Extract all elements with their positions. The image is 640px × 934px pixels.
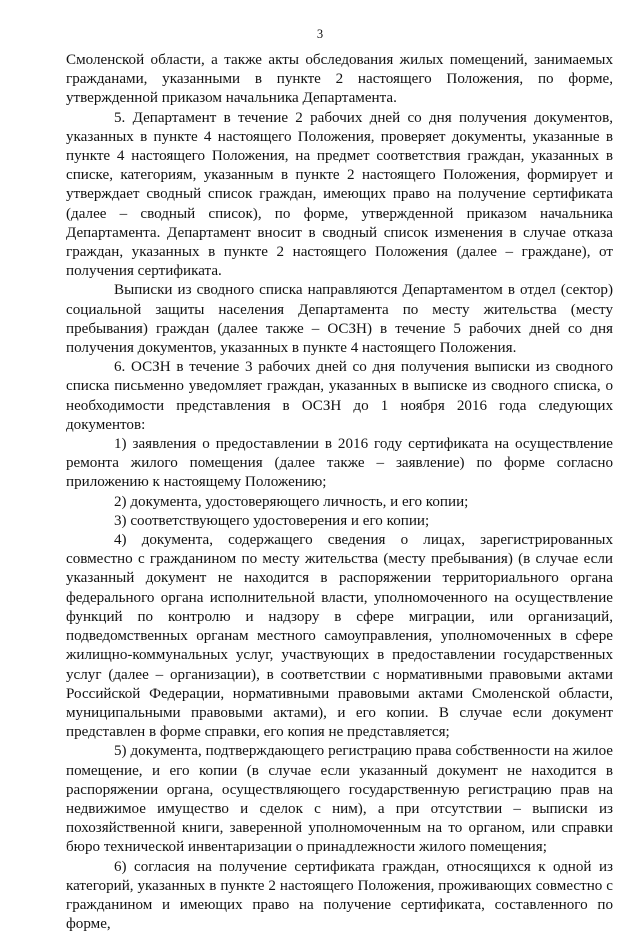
list-item-6: 6) согласия на получение сертификата граждан, относящихся к одной из категорий, указанных в пункте 2 настоящего Положения, проживающих совместно с гражданином и имеющих право на получение сертификата, составленного по форме,: [66, 858, 613, 933]
paragraph-extracts: Выписки из сводного списка направляются Департаментом в отдел (сектор) социальной защиты населения Департамента по месту жительства (месту пребывания) граждан (далее также – ОСЗН) в течение 5 рабочих дней со дня получения документов, указанных в пункте 4 настоящего Положения.: [66, 282, 613, 357]
list-item-1: 1) заявления о предоставлении в 2016 году сертификата на осуществление ремонта жилого помещения (далее также – заявление) по форме согласно приложению к настоящему Положению;: [66, 436, 613, 491]
list-item-4: 4) документа, содержащего сведения о лицах, зарегистрированных совместно с гражданином по месту жительства (месту пребывания) (в случае если указанный документ не находится в распоряжении территориального органа федерального органа исполнительной власти, уполномоченного на осуществление функций по контролю и надзору в сфере миграции, или организаций, подведомственных органам местного самоуправления, уполномоченных в сфере жилищно-коммунальных услуг, участвующих в предоставлении государственных услуг (далее – организации), в соответствии с нормативными правовыми актами Российской Федерации, нормативными правовыми актами Смоленской области, муниципальными правовыми актами), и его копии. В случае если документ представлен в форме справки, его копия не представляется;: [66, 532, 613, 741]
list-item-3: 3) соответствующего удостоверения и его копии;: [114, 512, 430, 529]
document-body: [66, 51, 613, 934]
paragraph-item-5: 5. Департамент в течение 2 рабочих дней со дня получения документов, указанных в пункте 4 настоящего Положения, проверяет документы, указанные в пункте 4 настоящего Положения, на предмет соответствия граждан, указанных в списке, категориям, указанным в пункте 2 настоящего Положения, формирует и утверждает сводный список граждан, имеющих право на получение сертификата (далее – сводный список), по форме, утвержденной приказом начальника Департамента. Департамент вносит в сводный список изменения в случае отказа граждан, указанных в пункте 2 настоящего Положения (далее – граждане), от получения сертификата.: [66, 109, 613, 280]
page-number: 3: [316, 27, 324, 41]
list-item-2: 2) документа, удостоверяющего личность, и его копии;: [114, 493, 469, 510]
paragraph-item-6: 6. ОСЗН в течение 3 рабочих дней со дня получения выписки из сводного списка письменно уведомляет граждан, указанных в выписке из сводного списка, о необходимости представления в ОСЗН до 1 ноября 2016 года следующих документов:: [66, 359, 613, 433]
list-item-5: 5) документа, подтверждающего регистрацию права собственности на жилое помещение, и его копии (в случае если указанный документ не находится в распоряжении органа, осуществляющего государственную регистрацию прав на недвижимое имущество и сделок с ним), а при отсутствии – выписки из похозяйственной книги, заверенной уполномоченным на то органом, или справки бюро технической инвентаризации о принадлежности жилого помещения;: [66, 743, 613, 856]
paragraph-continuation: Смоленской области, а также акты обследования жилых помещений, занимаемых гражданами, указанными в пункте 2 настоящего Положения, по форме, утвержденной приказом начальника Департамента.: [66, 52, 613, 107]
